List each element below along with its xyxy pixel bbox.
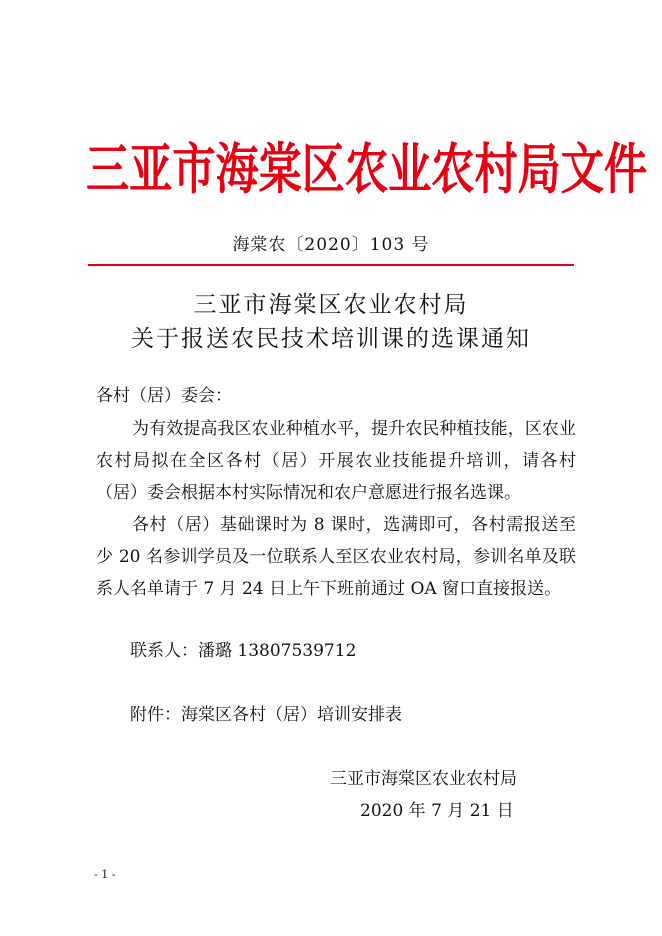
red-divider-line — [88, 264, 574, 266]
attachment-note: 附件：海棠区各村（居）培训安排表 — [130, 705, 402, 725]
salutation: 各村（居）委会： — [96, 386, 232, 406]
document-number: 海棠农〔2020〕103 号 — [232, 235, 430, 255]
signature-organization: 三亚市海棠区农业农村局 — [330, 769, 517, 789]
contact-info: 联系人：潘璐 13807539712 — [130, 641, 357, 661]
body-paragraph-1: 为有效提高我区农业种植水平，提升农民种植技能，区农业农村局拟在全区各村（居）开展农业技能提升培训，请各村（居）委会根据本村实际情况和农户意愿进行报名选课。 — [96, 419, 576, 503]
notice-title-line-1: 三亚市海棠区农业农村局 — [193, 292, 469, 318]
signature-date: 2020 年 7 月 21 日 — [360, 801, 514, 821]
page-number: - 1 - — [94, 868, 116, 881]
body-paragraph-2: 各村（居）基础课时为 8 课时，选满即可，各村需报送至少 20 名参训学员及一位联系人至区农业农村局，参训名单及联系人名单请于 7 月 24 日上午下班前通过 OA 窗口直接报送。 — [96, 515, 576, 599]
notice-title-line-2: 关于报送农民技术培训课的选课通知 — [131, 326, 531, 352]
masthead-title: 三亚市海棠区农业农村局文件 — [86, 138, 648, 202]
